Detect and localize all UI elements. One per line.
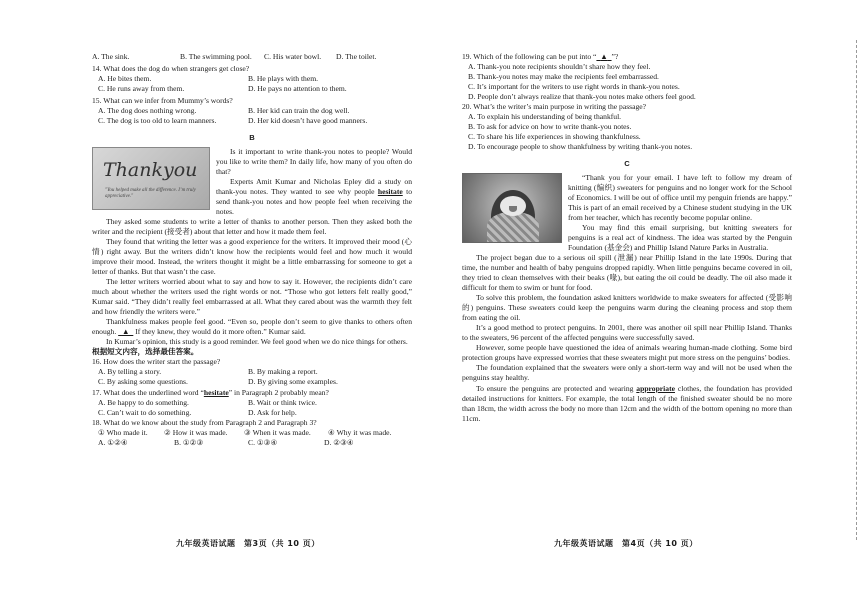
q18-option-c: C. ①③④ (248, 437, 278, 447)
q18-option-d: D. ②③④ (324, 437, 354, 447)
q18-option-a: A. ①②④ (98, 437, 128, 447)
passage-b-paragraph-1: Is it important to write thank-you notes to people? Would you like to write them? In daily life, how many of you often do that? (216, 147, 412, 177)
q19-stem-post: ”? (611, 52, 619, 61)
q14-option-c: C. He runs away from them. (98, 84, 185, 94)
passage-c-paragraph-3: The project began due to a serious oil spill (泄漏) near Phillip Island in the late 1990s. During that time, the number and health of baby penguins dropped rapidly. When little penguins became covered in oil, they tried to clean themselves with their beaks (喙), but eating the oil could be deadly. The oil also made it difficult for them to swim or hunt for food. (462, 253, 792, 293)
q17-stem-word: hesitate (203, 387, 229, 397)
q17-option-c: C. Can’t wait to do something. (98, 407, 192, 417)
passage-b-p2-part2: to send thank-you notes and how people feel when receiving the notes. (216, 187, 413, 217)
q16-option-a: A. By telling a story. (98, 367, 162, 377)
q15-option-d: D. Her kid doesn’t have good manners. (248, 116, 368, 126)
q18-option-b: B. ①②③ (174, 437, 204, 447)
blank-marker: ▲ (121, 327, 130, 337)
q19-option-a: A. Thank-you note recipients shouldn’t share how they feel. (468, 62, 651, 72)
passage-b-paragraph-7: In Kumar’s opinion, this study is a good reminder. We feel good when we do nice things for others. (106, 337, 408, 347)
q17-option-b: B. Wait or think twice. (248, 397, 317, 407)
q18-item-2: ② How it was made. (164, 427, 228, 437)
passage-c-paragraph-4: To solve this problem, the foundation asked knitters worldwide to make sweaters for affected (受影响的) penguins. These sweaters could keep the penguins warm during the cleaning process and stop them from eating the oil. (462, 293, 792, 323)
passage-c-paragraph-8 (462, 384, 792, 424)
instruction: 根据短文内容，选择最佳答案。 (92, 347, 199, 357)
passage-c (462, 173, 792, 423)
q13-option-a: A. The sink. (92, 52, 130, 61)
q19-option-d: D. People don’t always realize that thank-you notes make others feel good. (468, 92, 696, 102)
q19-option-b: B. Thank-you notes may make the recipients feel embarrassed. (468, 72, 659, 82)
passage-b-paragraph-5: The letter writers worried about what to say and how to say it. However, the recipients didn’t care much about whether the writers used the right words or not. “Those who got letters felt really good,” Kumar said. “They didn’t really feel embarrassed at all. What they cared about was the warmth they felt and how friendly the writers were.” (92, 277, 412, 317)
q17-stem-pre: 17. What does the underlined word “ (92, 387, 204, 397)
q20-option-d: D. To encourage people to show thankfulness by writing thank-you notes. (468, 142, 693, 152)
passage-c-p8-part2: clothes, the foundation has provided detailed instructions for knitters. For example, the total length of the finished sweater should be no more than 18cm, the width across the body no more than 12cm and the width of the bottom opening no more than 11cm. (462, 383, 793, 423)
q20-stem: 20. What’s the writer’s main purpose in writing the passage? (462, 102, 647, 112)
q18-item-4: ④ Why it was made. (328, 427, 392, 437)
passage-c-paragraph-5: It’s a good method to protect penguins. In 2001, there was another oil spill near Phillip Island. Thanks to the sweaters, 96 percent of the affected penguins were successfully saved. (462, 323, 792, 343)
q13-option-b: B. The swimming pool. (180, 52, 252, 61)
q20-option-c: C. To share his life experiences in showing thankfulness. (468, 132, 641, 142)
q18-item-3: ③ When it was made. (244, 427, 311, 437)
q16-option-b: B. By making a report. (248, 367, 318, 377)
q14-stem: 14. What does the dog do when strangers get close? (92, 64, 250, 74)
passage-b-p6-part2: If they knew, they would do it more often.” Kumar said. (135, 327, 306, 337)
penguin-image (462, 173, 562, 243)
q17-stem-post: ” in Paragraph 2 probably mean? (228, 387, 329, 397)
thank-you-image-title: Thankyou (103, 159, 198, 182)
page-4-footer: 九年级英语试题 第4页（共 10 页） (554, 539, 698, 548)
q15-option-a: A. The dog does nothing wrong. (98, 106, 197, 116)
section-c-heading: C (624, 159, 630, 169)
q18-stem: 18. What do we know about the study from Paragraph 2 and Paragraph 3? (92, 417, 317, 427)
q16-option-c: C. By asking some questions. (98, 377, 188, 387)
page-3-footer: 九年级英语试题 第3页（共 10 页） (176, 539, 320, 548)
q19-stem (462, 52, 792, 62)
q18-item-1: ① Who made it. (98, 427, 148, 437)
q19-stem-pre-text: 19. Which of the following can be put into “ (462, 52, 597, 61)
passage-b-p6-part1: Thankfulness makes people feel good. “Even so, people don’t seem to give thanks to others often enough. (92, 317, 412, 337)
q14-option-a: A. He bites them. (98, 74, 152, 84)
section-b-heading: B (249, 133, 255, 143)
q14-option-b: B. He plays with them. (248, 74, 319, 84)
q16-option-d: D. By giving some examples. (248, 377, 338, 387)
passage-b-paragraph-3: They asked some students to write a letter of thanks to another person. Then they asked both the writer and the recipient (接受者) about that letter and how it made them feel. (92, 217, 412, 237)
q17-option-a: A. Be happy to do something. (98, 397, 189, 407)
q19-option-c: C. It’s important for the writers to use right words in thank-you notes. (468, 82, 680, 92)
passage-b-paragraph-4: They found that writing the letter was a good experience for the writers. It improved their mood (心情) right away. But the writers didn’t know how the recipients would feel and how much it would improve their mood. Instead, the writers thought it might be a little embarrassing for someone to get a letter of thanks. But that wasn’t the case. (92, 237, 412, 277)
q15-stem: 15. What can we infer from Mummy’s words? (92, 96, 233, 106)
underlined-word-appropriate: appropriate (636, 383, 675, 393)
passage-c-paragraph-6: However, some people have questioned the idea of animals wearing human-made clothing. Some bird protection groups have expressed worries that these sweaters might put more stress on the penguins’ bodies. (462, 343, 792, 363)
q13-option-c: C. His water bowl. (264, 52, 322, 61)
q20-option-b: B. To ask for advice on how to write thank-you notes. (468, 122, 632, 132)
passage-b-p2-part1: Experts Amit Kumar and Nicholas Epley did a study on thank-you notes. They wanted to see why people (216, 177, 412, 197)
q16-stem: 16. How does the writer start the passage? (92, 357, 221, 367)
q15-option-b: B. Her kid can train the dog well. (248, 106, 350, 116)
page-edge-dashes (856, 40, 857, 540)
passage-c-paragraph-2: You may find this email surprising, but knitting sweaters for penguins is a real act of kindness. The idea was started by the Penguin Foundation (基金会) and Phillip Island Nature Parks in Australia. (568, 223, 792, 253)
passage-c-paragraph-7: The foundation explained that the sweaters were only a short-term way and will not be used when the penguins stay healthy. (462, 363, 792, 383)
q20-option-a: A. To explain his understanding of being thankful. (468, 112, 622, 122)
q17-option-d: D. Ask for help. (248, 407, 297, 417)
q19-blank-marker: ▲ (600, 52, 608, 61)
penguin-sweater (487, 212, 539, 243)
underlined-word-hesitate: hesitate (377, 187, 403, 197)
right-column (462, 52, 792, 424)
thank-you-image-caption: "You helped make all the difference. I’m truly appreciative." (105, 188, 196, 200)
q13-option-d: D. The toilet. (336, 52, 377, 61)
q14-option-d: D. He pays no attention to them. (248, 84, 347, 94)
q15-option-c: C. The dog is too old to learn manners. (98, 116, 217, 126)
passage-c-paragraph-1: “Thank you for your email. I have left to follow my dream of knitting (编织) sweaters for penguins and no longer work for the School of Economics. I will be out of office until my penguin friends are happy.” This is part of an email received by a Chinese student studying in the UK from her teacher, which has recently become popular online. (568, 173, 792, 223)
passage-c-p8-part1: To ensure the penguins are protected and wearing (476, 383, 634, 393)
